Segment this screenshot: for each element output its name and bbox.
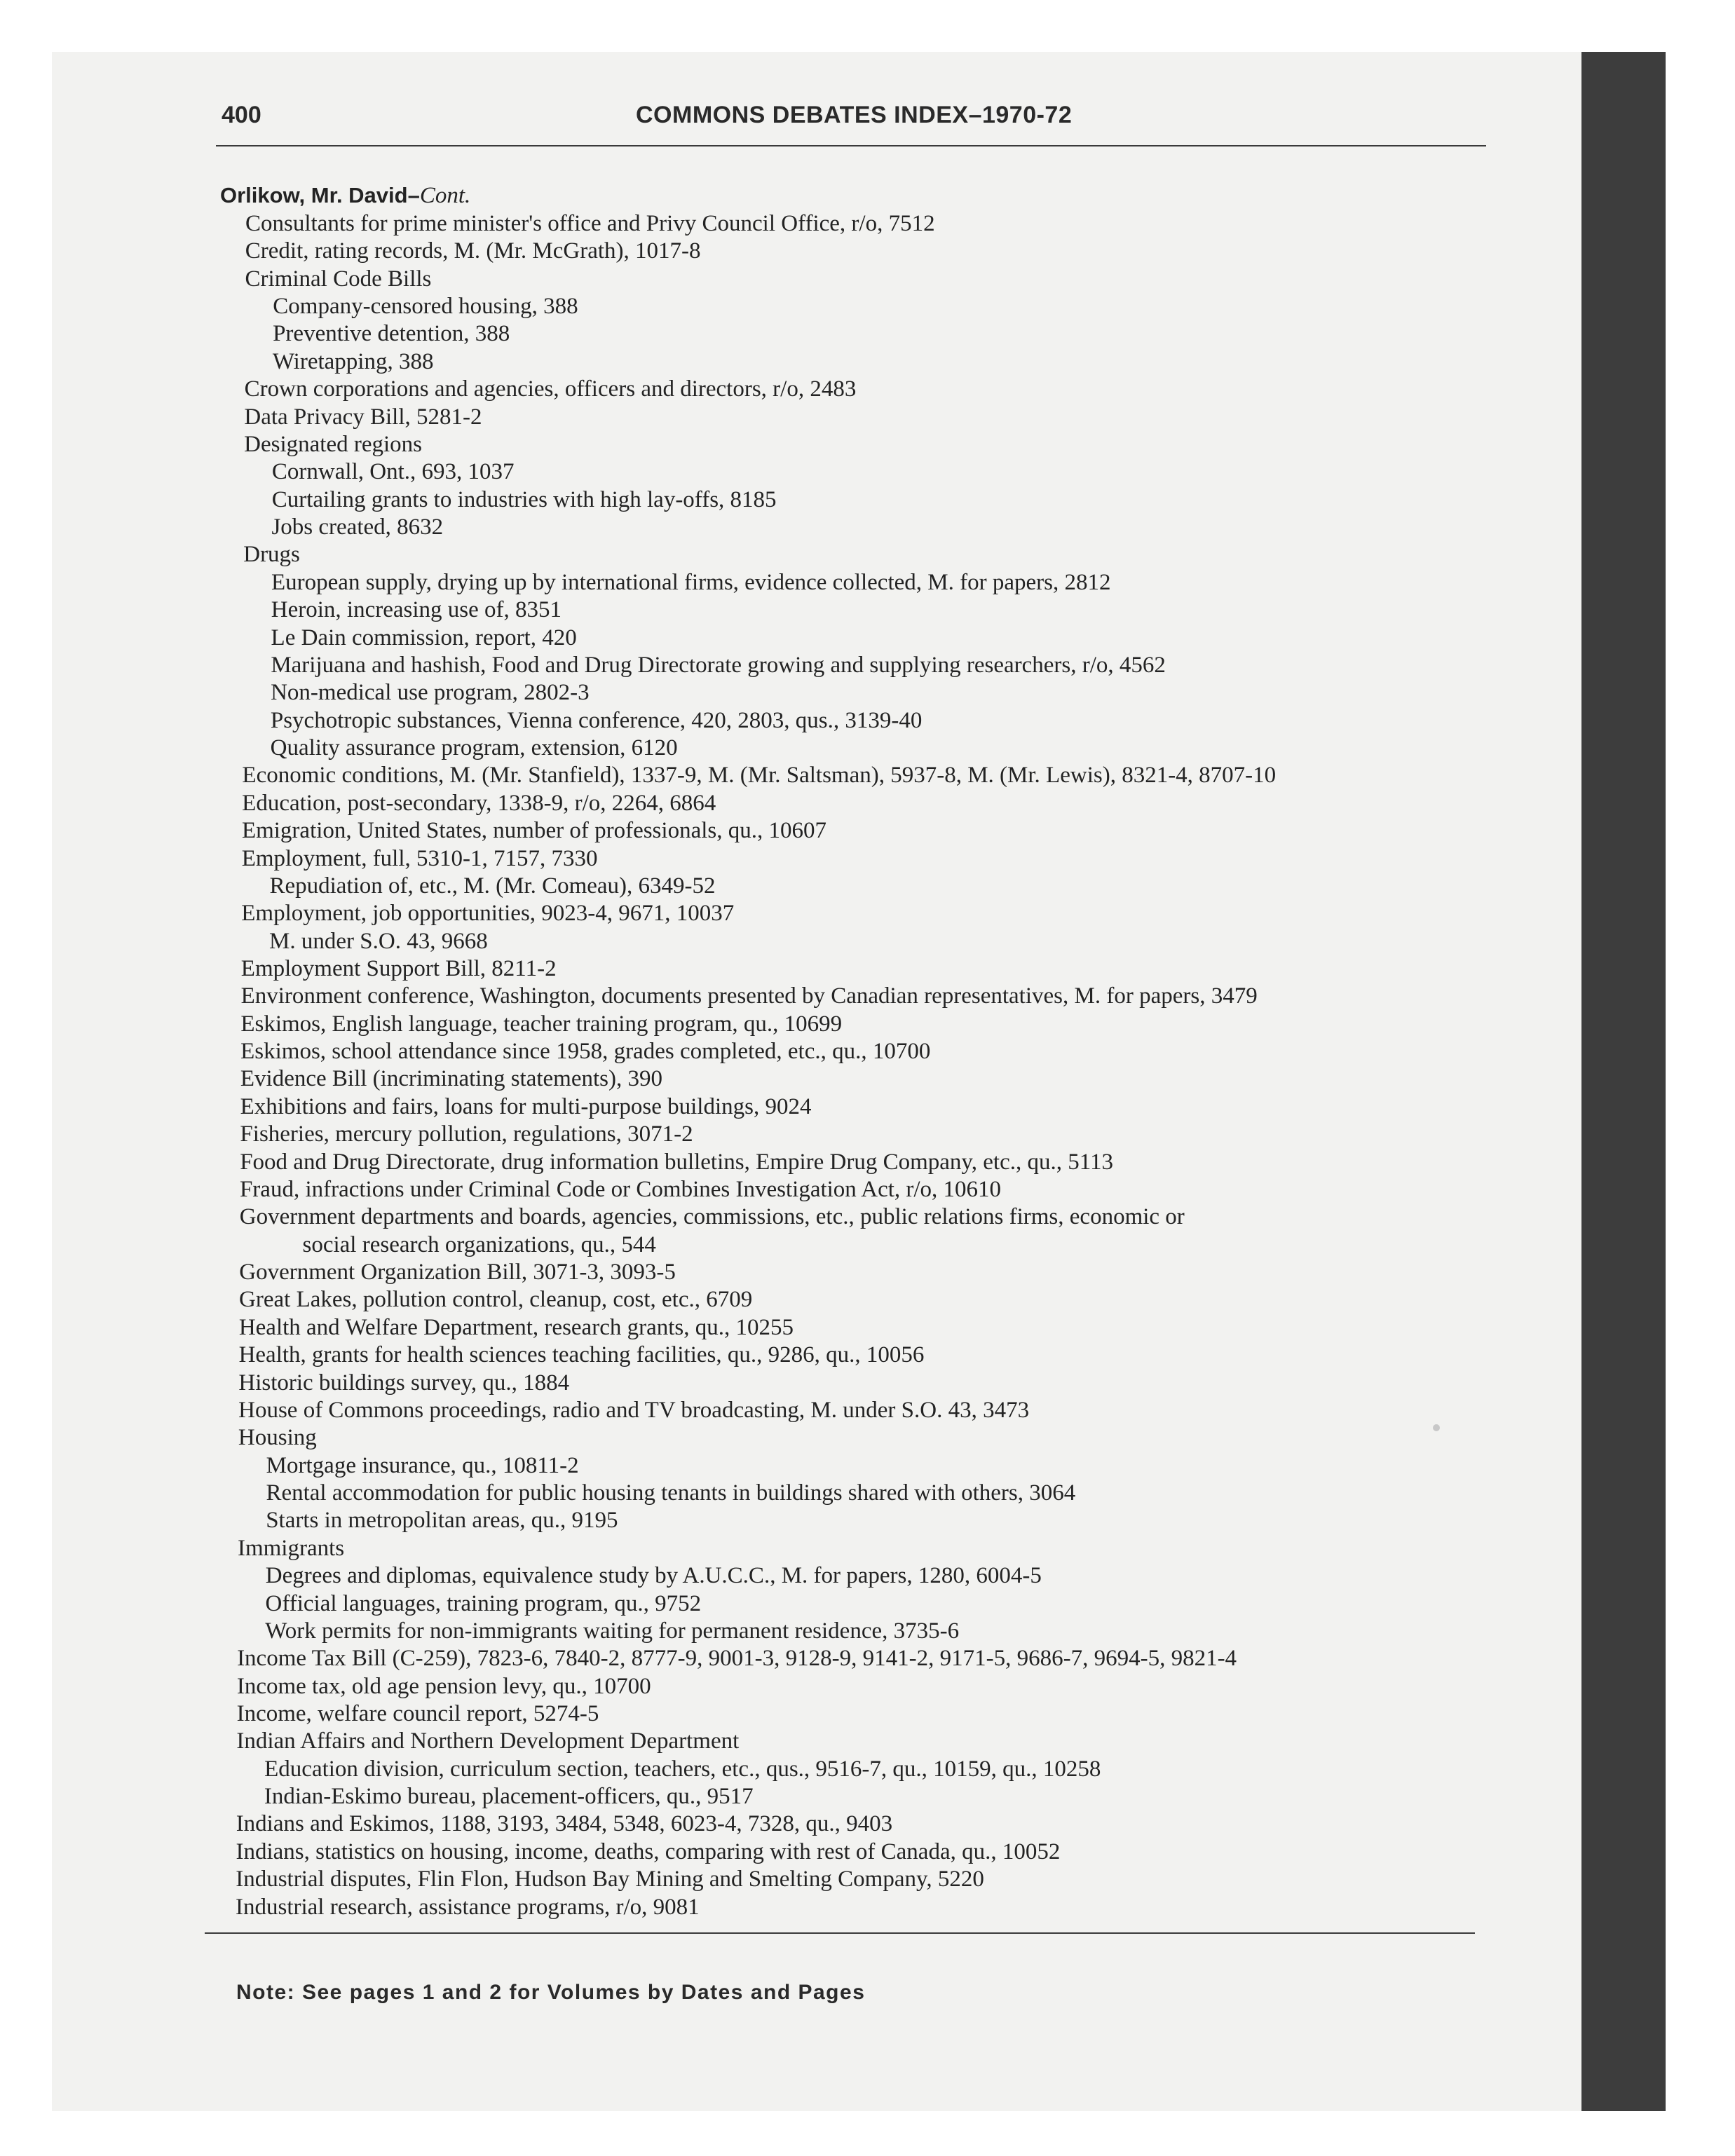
running-head: COMMONS DEBATES INDEX–1970-72: [636, 102, 1073, 128]
index-subentry: Psychotropic substances, Vienna conference, 420, 2803, qus., 3139-40: [270, 707, 923, 733]
index-entry: Eskimos, school attendance since 1958, grades completed, etc., qu., 10700: [240, 1039, 931, 1065]
index-subentry: Le Dain commission, report, 420: [271, 625, 577, 650]
index-entry: Education, post-secondary, 1338-9, r/o, 2264, 6864: [242, 790, 716, 816]
index-entry: House of Commons proceedings, radio and TV broadcasting, M. under S.O. 43, 3473: [238, 1397, 1030, 1423]
index-entry: Food and Drug Directorate, drug information bulletins, Empire Drug Company, etc., qu., 5113: [240, 1149, 1113, 1175]
header-rule: [216, 145, 1486, 146]
index-entry: Indians, statistics on housing, income, deaths, comparing with rest of Canada, qu., 10052: [236, 1838, 1061, 1864]
footer-rule: [205, 1932, 1475, 1934]
entry-heading-cont: Cont.: [419, 183, 471, 208]
index-entry: Indians and Eskimos, 1188, 3193, 3484, 5348, 6023-4, 7328, qu., 9403: [236, 1811, 893, 1837]
footer-note: Note: See pages 1 and 2 for Volumes by Dates and Pages: [236, 1981, 866, 2004]
index-entry: Emigration, United States, number of professionals, qu., 10607: [241, 818, 826, 844]
index-subentry: Preventive detention, 388: [273, 321, 510, 347]
index-subentry: Jobs created, 8632: [271, 514, 444, 540]
index-entry: social research organizations, qu., 544: [302, 1231, 656, 1257]
entry-heading: [220, 184, 470, 207]
index-entry: Employment Support Bill, 8211-2: [240, 955, 557, 981]
index-entry: Credit, rating records, M. (Mr. McGrath), 1017-8: [245, 238, 701, 264]
index-subentry: Non-medical use program, 2802-3: [271, 680, 590, 706]
index-entry: Employment, full, 5310-1, 7157, 7330: [241, 845, 598, 871]
index-entry: Fisheries, mercury pollution, regulations, 3071-2: [240, 1121, 693, 1147]
index-entry: Data Privacy Bill, 5281-2: [244, 404, 482, 430]
scan-edge-bar: [1581, 52, 1666, 2111]
index-subentry: European supply, drying up by international firms, evidence collected, M. for papers, 2812: [271, 569, 1111, 595]
index-entry: Fraud, infractions under Criminal Code or Combines Investigation Act, r/o, 10610: [239, 1176, 1002, 1202]
index-subentry: Rental accommodation for public housing tenants in buildings shared with others, 3064: [266, 1480, 1076, 1506]
index-subentry: Repudiation of, etc., M. (Mr. Comeau), 6349-52: [269, 873, 716, 899]
index-entry: Health and Welfare Department, research grants, qu., 10255: [238, 1314, 794, 1340]
index-entry: Income tax, old age pension levy, qu., 10700: [236, 1673, 651, 1699]
index-entry: Exhibitions and fairs, loans for multi-purpose buildings, 9024: [240, 1093, 812, 1119]
index-subentry: Cornwall, Ont., 693, 1037: [271, 459, 515, 485]
index-subentry: Quality assurance program, extension, 6120: [270, 735, 678, 761]
page-number: 400: [222, 102, 261, 128]
index-entry: Industrial research, assistance programs, r/o, 9081: [236, 1894, 700, 1920]
scan-speck: [1433, 1424, 1440, 1431]
index-entry: Designated regions: [244, 431, 423, 457]
index-entry: Health, grants for health sciences teaching facilities, qu., 9286, qu., 10056: [238, 1342, 925, 1368]
index-subentry: Degrees and diplomas, equivalence study by A.U.C.C., M. for papers, 1280, 6004-5: [265, 1563, 1042, 1589]
index-entry: Employment, job opportunities, 9023-4, 9671, 10037: [241, 901, 735, 927]
index-entry: Government Organization Bill, 3071-3, 3093-5: [239, 1260, 676, 1285]
index-subentry: Indian-Eskimo bureau, placement-officers, qu., 9517: [264, 1784, 754, 1810]
index-entry: Eskimos, English language, teacher training program, qu., 10699: [240, 1011, 843, 1037]
index-entry: Government departments and boards, agencies, commissions, etc., public relations firms, economic or: [239, 1204, 1185, 1230]
index-subentry: Work permits for non-immigrants waiting for permanent residence, 3735-6: [265, 1618, 960, 1644]
index-subentry: Mortgage insurance, qu., 10811-2: [266, 1452, 579, 1478]
index-entry: Immigrants: [237, 1535, 345, 1561]
index-entry: Consultants for prime minister's office and Privy Council Office, r/o, 7512: [245, 211, 935, 236]
index-entry: Drugs: [243, 542, 300, 568]
index-entry: Historic buildings survey, qu., 1884: [238, 1370, 570, 1396]
index-subentry: Heroin, increasing use of, 8351: [271, 597, 562, 623]
index-subentry: Education division, curriculum section, teachers, etc., qus., 9516-7, qu., 10159, qu., 10258: [264, 1756, 1101, 1782]
index-subentry: Company-censored housing, 388: [273, 294, 578, 320]
index-subentry: Official languages, training program, qu., 9752: [265, 1590, 702, 1616]
index-entry: Income, welfare council report, 5274-5: [236, 1700, 599, 1726]
index-subentry: Wiretapping, 388: [272, 348, 434, 374]
index-subentry: Starts in metropolitan areas, qu., 9195: [266, 1508, 618, 1534]
index-entry: Economic conditions, M. (Mr. Stanfield), 1337-9, M. (Mr. Saltsman), 5937-8, M. (Mr. Lewis), 8321-4, 8707-10: [242, 763, 1277, 789]
index-subentry: Marijuana and hashish, Food and Drug Directorate growing and supplying researchers, r/o, 4562: [271, 652, 1166, 678]
index-entry: Criminal Code Bills: [245, 266, 432, 292]
entry-heading-name: Orlikow, Mr. David–: [220, 183, 420, 207]
index-entry: Income Tax Bill (C-259), 7823-6, 7840-2, 8777-9, 9001-3, 9128-9, 9141-2, 9171-5, 9686-7, 9694-5, 9821-4: [237, 1646, 1237, 1672]
index-subentry: M. under S.O. 43, 9668: [269, 928, 488, 954]
index-entry: Evidence Bill (incriminating statements), 390: [240, 1066, 662, 1092]
index-entry: Crown corporations and agencies, officers and directors, r/o, 2483: [244, 376, 857, 402]
index-entry: Environment conference, Washington, documents presented by Canadian representatives, M. for papers, 3479: [240, 983, 1258, 1009]
index-entry: Great Lakes, pollution control, cleanup, cost, etc., 6709: [239, 1287, 753, 1313]
index-subentry: Curtailing grants to industries with high lay-offs, 8185: [271, 486, 777, 512]
index-entry: Housing: [238, 1425, 317, 1451]
index-entry: Industrial disputes, Flin Flon, Hudson Bay Mining and Smelting Company, 5220: [236, 1867, 984, 1892]
index-entry: Indian Affairs and Northern Development Department: [236, 1728, 740, 1754]
